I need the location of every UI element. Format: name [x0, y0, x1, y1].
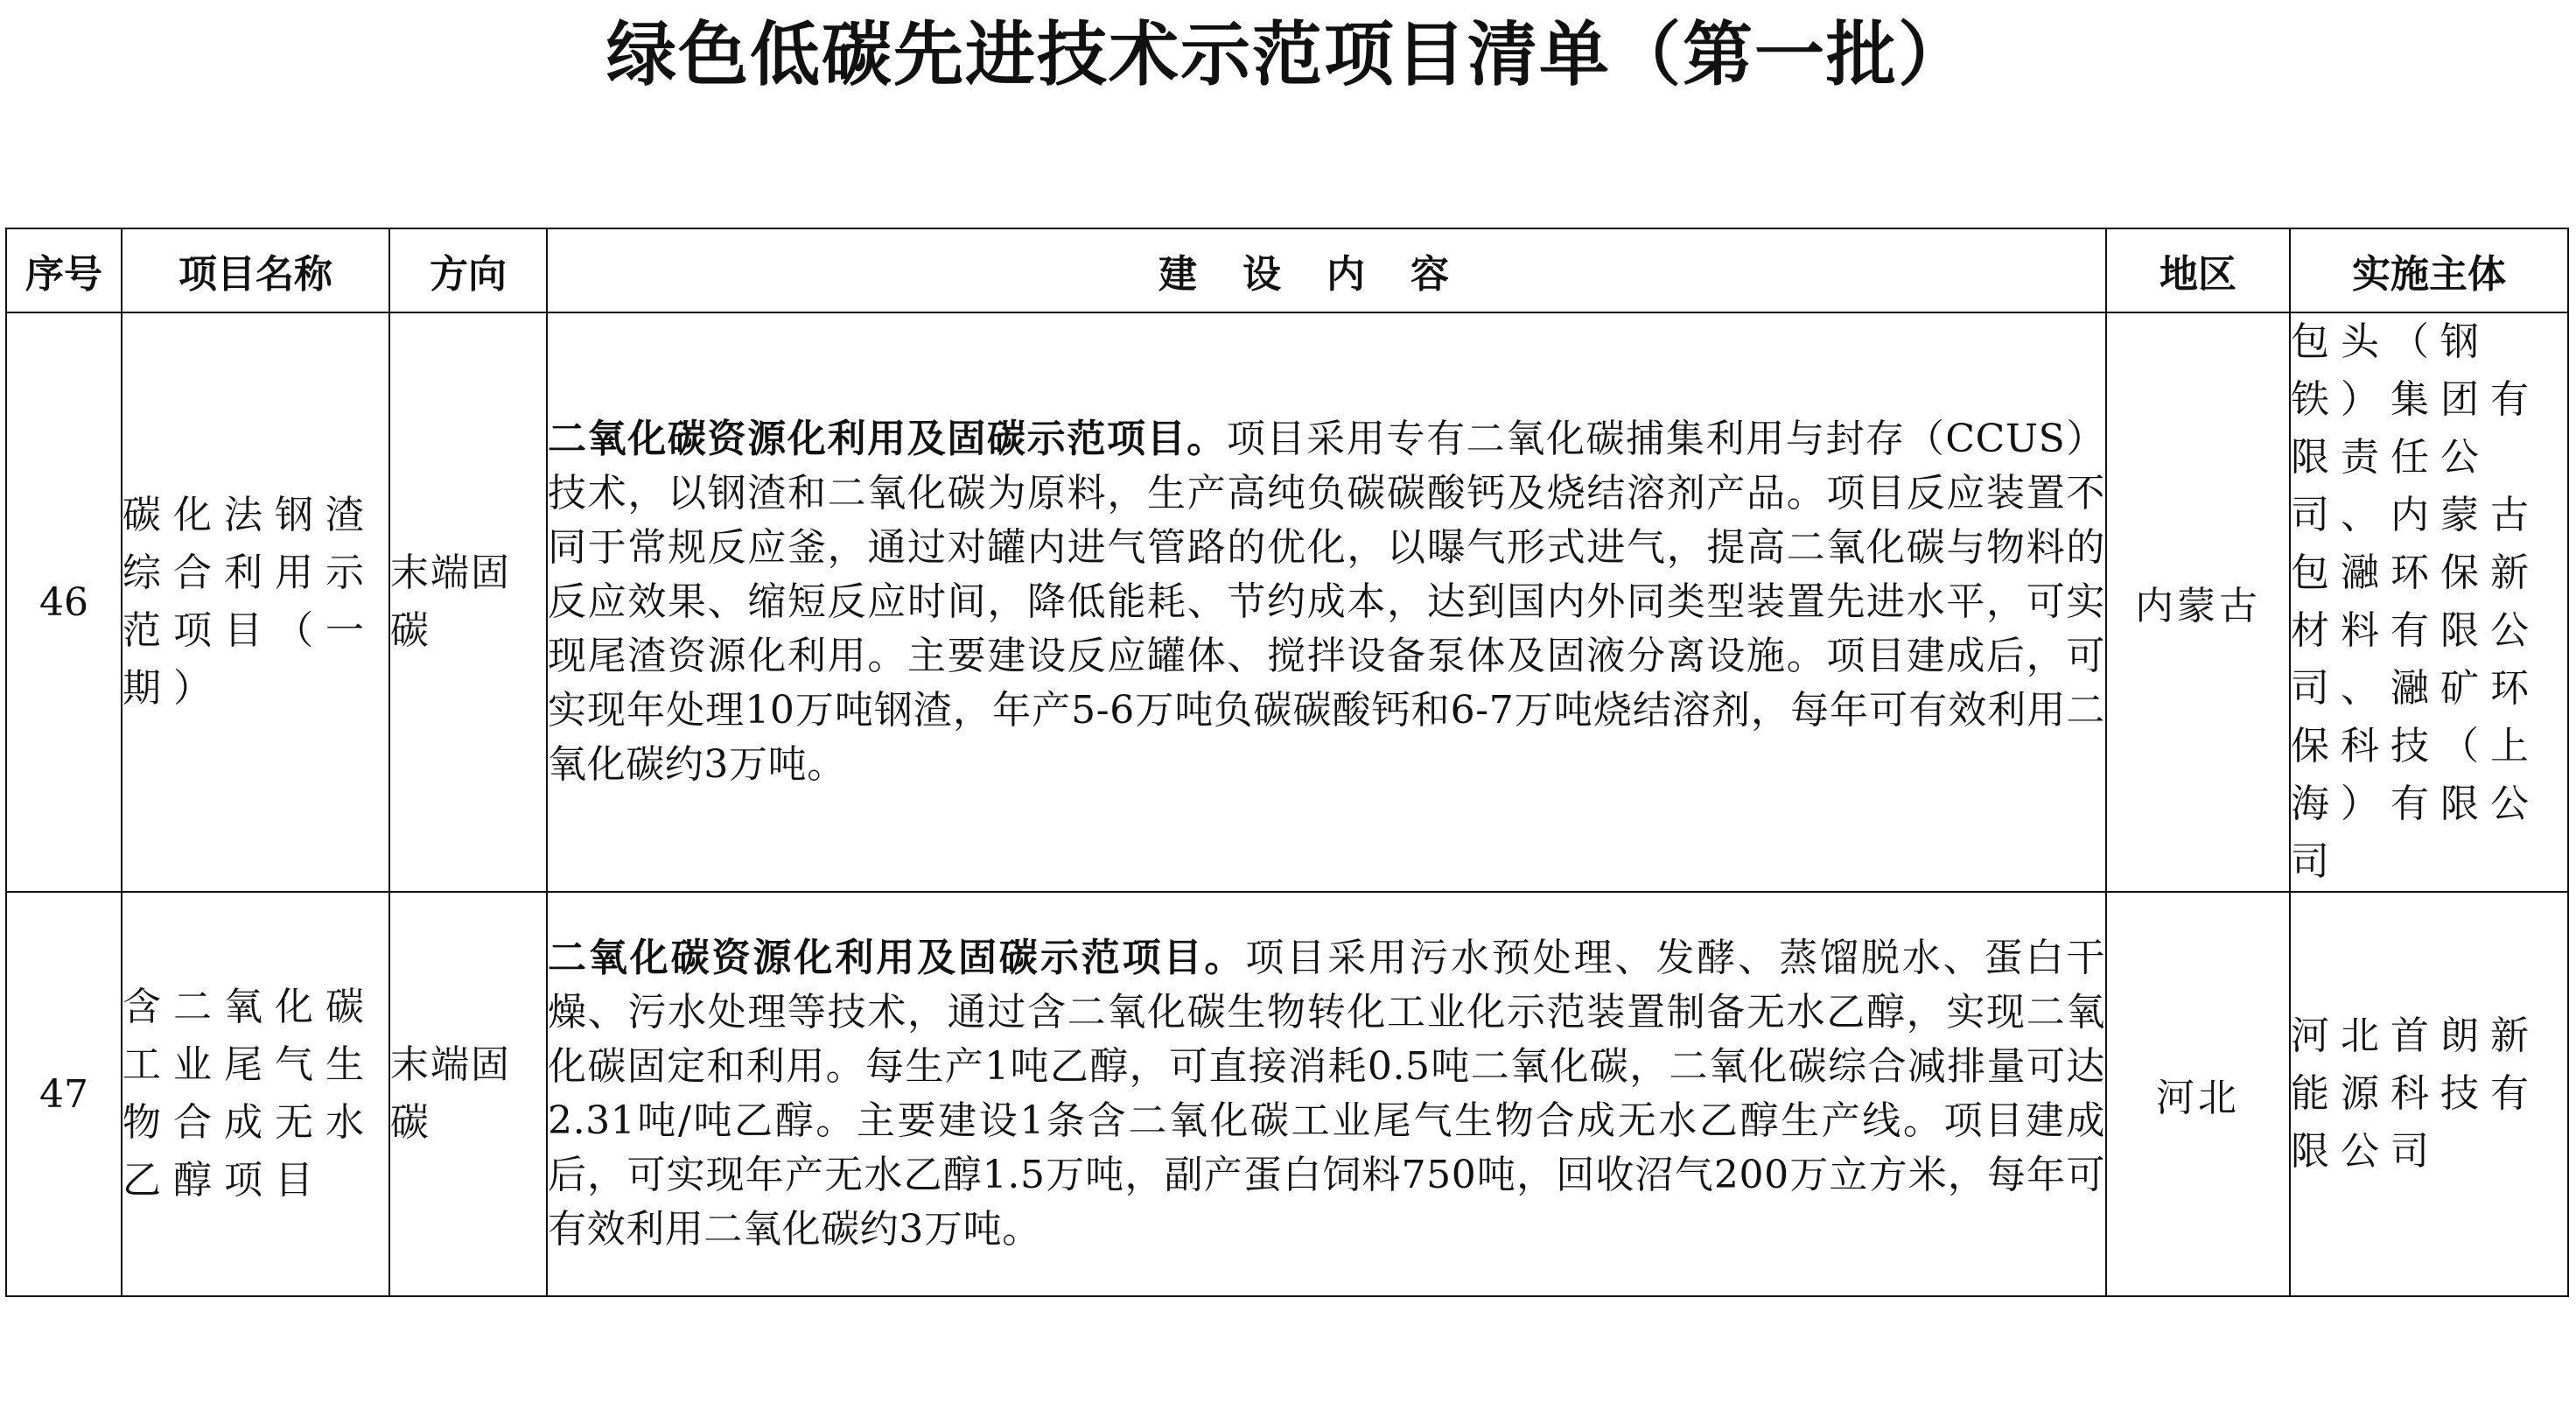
- project-name: 含二氧化碳工业尾气生物合成无水乙醇项目: [122, 892, 389, 1296]
- header-num: 序号: [6, 228, 122, 312]
- project-content: [547, 312, 2106, 892]
- table-row: [6, 892, 2568, 1296]
- project-direction: 末端固碳: [389, 312, 547, 892]
- table-row: [6, 312, 2568, 892]
- project-org: 河北首朗新能源科技有限公司: [2290, 892, 2568, 1296]
- content-body: 项目采用专有二氧化碳捕集利用与封存（CCUS）技术，以钢渣和二氧化碳为原料，生产高纯负碳碳酸钙及烧结溶剂产品。项目反应装置不同于常规反应釜，通过对罐内进气管路的优化，以曝气形式进气，提高二氧化碳与物料的反应效果、缩短反应时间，降低能耗、节约成本，达到国内外同类型装置先进水平，可实现尾渣资源化利用。主要建设反应罐体、搅拌设备泵体及固液分离设施。项目建成后，可实现年处理10万吨钢渣，年产5-6万吨负碳碳酸钙和6-7万吨烧结溶剂，每年可有效利用二氧化碳约3万吨。: [548, 417, 2106, 787]
- project-direction: 末端固碳: [389, 892, 547, 1296]
- header-direction: 方向: [389, 228, 547, 312]
- project-content: [547, 892, 2106, 1296]
- header-region: 地区: [2106, 228, 2290, 312]
- header-org: 实施主体: [2290, 228, 2568, 312]
- project-name: 碳化法钢渣综合利用示范项目（一期）: [122, 312, 389, 892]
- table-header-row: [6, 228, 2568, 312]
- header-name: 项目名称: [122, 228, 389, 312]
- project-region: 河北: [2106, 892, 2290, 1296]
- project-table: [5, 228, 2569, 1297]
- content-lead: 二氧化碳资源化利用及固碳示范项目。: [548, 936, 1246, 980]
- row-number: 46: [6, 312, 122, 892]
- content-body: 项目采用污水预处理、发酵、蒸馏脱水、蛋白干燥、污水处理等技术，通过含二氧化碳生物转化工业化示范装置制备无水乙醇，实现二氧化碳固定和利用。每生产1吨乙醇，可直接消耗0.5吨二氧化碳，二氧化碳综合减排量可达2.31吨/吨乙醇。主要建设1条含二氧化碳工业尾气生物合成无水乙醇生产线。项目建成后，可实现年产无水乙醇1.5万吨，副产蛋白饲料750吨，回收沼气200万立方米，每年可有效利用二氧化碳约3万吨。: [548, 936, 2105, 1252]
- header-content: 建设内容: [547, 228, 2106, 312]
- content-lead: 二氧化碳资源化利用及固碳示范项目。: [548, 417, 1227, 461]
- row-number: 47: [6, 892, 122, 1296]
- page-title: 绿色低碳先进技术示范项目清单（第一批）: [606, 14, 1970, 95]
- project-org: 包头（钢铁）集团有限责任公司、内蒙古包瀜环保新材料有限公司、瀜矿环保科技（上海）有限公司: [2290, 312, 2568, 892]
- project-region: 内蒙古: [2106, 312, 2290, 892]
